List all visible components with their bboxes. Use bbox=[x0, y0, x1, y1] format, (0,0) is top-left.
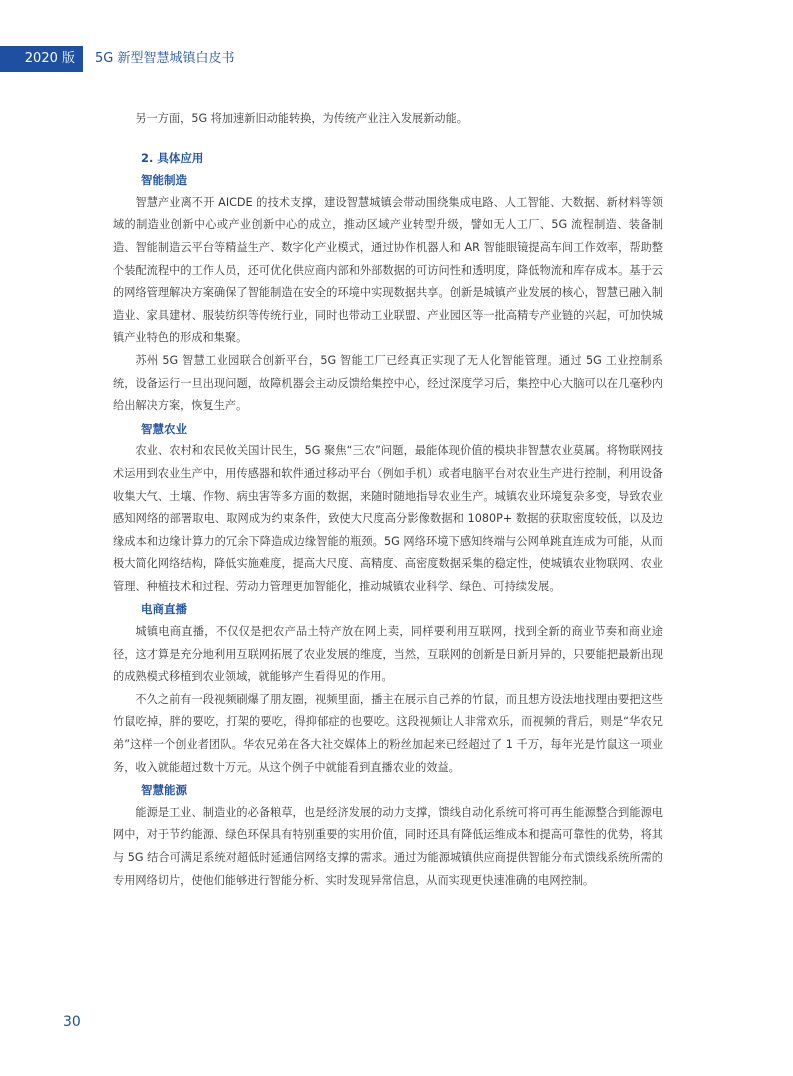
page-header bbox=[0, 46, 793, 72]
paragraph: 城镇电商直播，不仅仅是把农产品土特产放在网上卖，同样要利用互联网，找到全新的商业节奏和商业途径，这才算是充分地利用互联网拓展了农业发展的维度，当然，互联网的创新是日新月异的，只要能把最新出现的成熟模式移植到农业领域，就能够产生看得见的作用。 bbox=[113, 625, 663, 684]
paragraph: 能源是工业、制造业的必备粮草，也是经济发展的动力支撑，馈线自动化系统可将可再生能源整合到能源电网中，对于节约能源、绿色环保具有特别重要的实用价值，同时还具有降低运维成本和提高可靠性的优势，将其与 5G 结合可满足系统对超低时延通信网络支撑的需求。通过为能源城镇供应商提供智能分布式馈线系统所需的专用网络切片，使他们能够进行智能分析、实时发现异常信息，从而实现更快速准确的电网控制。 bbox=[113, 805, 663, 887]
paragraph: 智慧产业离不开 AICDE 的技术支撑，建设智慧城镇会带动围绕集成电路、人工智能、大数据、新材料等领域的制造业创新中心或产业创新中心的成立，推动区域产业转型升级，譬如无人工厂、5G 流程制造、装备制造、智能制造云平台等精益生产、数字化产业模式，通过协作机器人和 AR 智能眼镜提高车间工作效率，帮助整个装配流程中的工作人员，还可优化供应商内部和外部数据的可访问性和透明度，降低物流和库存成本。基于云的网络管理解决方案确保了智能制造在安全的环境中实现数据共享。创新是城镇产业发展的核心，智慧已融入制造业、家具建材、服装纺织等传统行业，同时也带动工业联盟、产业园区等一批高精专产业链的兴起，可加快城镇产业特色的形成和集聚。 bbox=[113, 195, 663, 345]
subsection-heading-ecommerce-live: 电商直播 bbox=[141, 602, 187, 617]
edition-year-tab: 2020 版 bbox=[0, 46, 83, 72]
paragraph: 不久之前有一段视频刷爆了朋友圈，视频里面，播主在展示自己养的竹鼠，而且想方设法地找理由要把这些竹鼠吃掉，胖的要吃，打架的要吃，得抑郁症的也要吃。这段视频让人非常欢乐，而视频的背后，则是“华农兄弟”这样一个创业者团队。华农兄弟在各大社交媒体上的粉丝加起来已经超过了 1 千万，每年光是竹鼠这一项业务，收入就能超过数十万元。从这个例子中就能看到直播农业的效益。 bbox=[113, 692, 663, 774]
subsection-heading-smart-energy: 智慧能源 bbox=[141, 783, 187, 798]
paragraph: 苏州 5G 智慧工业园联合创新平台，5G 智能工厂已经真正实现了无人化智能管理。通过 5G 工业控制系统，设备运行一旦出现问题，故障机器会主动反馈给集控中心，经过深度学习后，集控中心大脑可以在几毫秒内给出解决方案，恢复生产。 bbox=[113, 353, 663, 413]
intro-paragraph: 另一方面，5G 将加速新旧动能转换，为传统产业注入发展新动能。 bbox=[135, 112, 468, 125]
section-title: 2. 具体应用 bbox=[141, 150, 204, 165]
page-body bbox=[113, 108, 663, 892]
page-number: 30 bbox=[63, 1014, 81, 1030]
subsection-heading-smart-manufacturing: 智能制造 bbox=[141, 173, 187, 188]
book-title: 5G 新型智慧城镇白皮书 bbox=[95, 51, 235, 66]
paragraph: 农业、农村和农民攸关国计民生，5G 聚焦“三农”问题，最能体现价值的模块非智慧农业莫属。将物联网技术运用到农业生产中，用传感器和软件通过移动平台（例如手机）或者电脑平台对农业生产进行控制，利用设备收集大气、土壤、作物、病虫害等多方面的数据，来随时随地指导农业生产。城镇农业环境复杂多变，导致农业感知网络的部署取电、取网成为约束条件，致使大尺度高分影像数据和 1080P+ 数据的获取密度较低，以及边缘成本和边缘计算力的冗余下降造成边缘智能的瓶颈。5G 网络环境下感知终端与公网单跳直连成为可能，从而极大简化网络结构，降低实施难度，提高大尺度、高精度、高密度数据采集的稳定性，使城镇农业物联网、农业管理、种植技术和过程、劳动力管理更加智能化，推动城镇农业科学、绿色、可持续发展。 bbox=[113, 444, 663, 593]
subsection-heading-smart-agriculture: 智慧农业 bbox=[141, 421, 187, 436]
